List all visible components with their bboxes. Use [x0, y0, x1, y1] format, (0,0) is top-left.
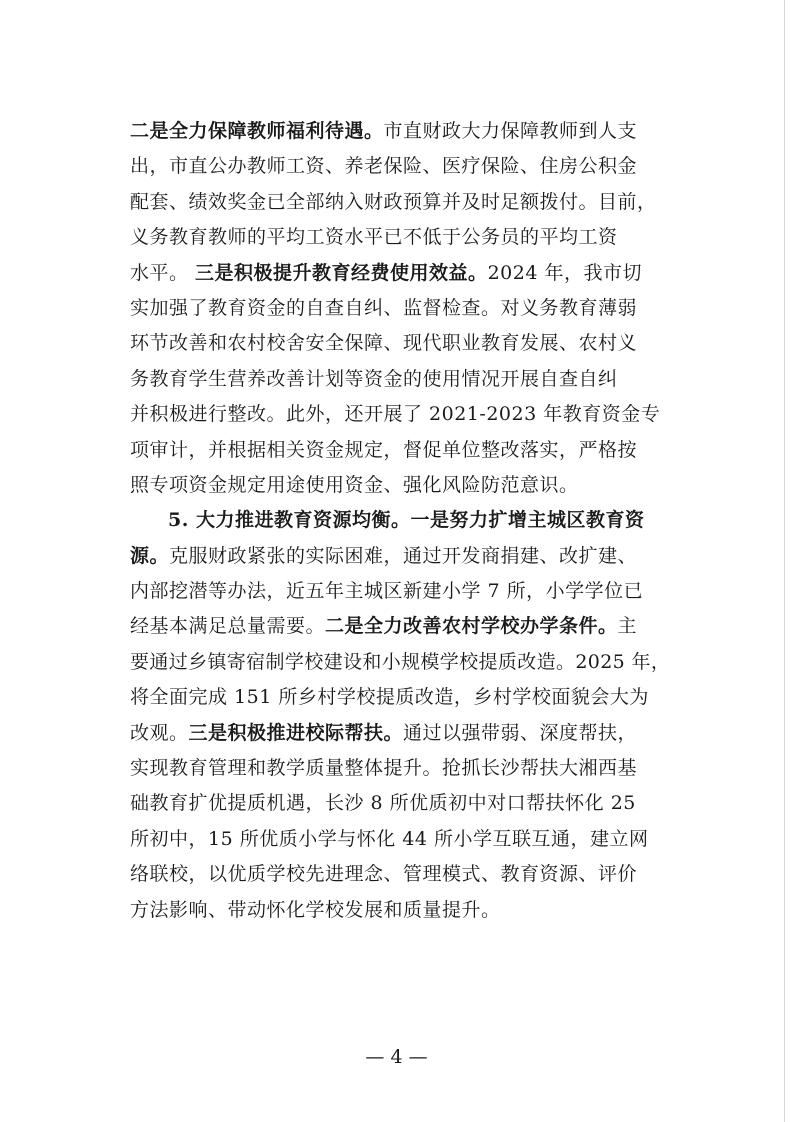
text-segment: 照专项资金规定用途使用资金、强化风险防范意识。	[130, 473, 579, 496]
text-segment: 内部挖潜等办法，近五年主城区新建小学 7 所，小学学位已	[130, 580, 644, 603]
text-segment: 实现教育管理和教学质量整体提升。抢抓长沙帮扶大湘西基	[130, 757, 638, 780]
text-segment: 务教育学生营养改善计划等资金的使用情况开展自查自纠	[130, 367, 618, 390]
bold-text-segment: 二是全力保障教师福利待遇。	[130, 120, 384, 142]
bold-text-segment: 三是积极推进校际帮扶。	[188, 721, 404, 744]
bold-text-segment: 二是全力改善农村学校办学条件。	[325, 615, 618, 638]
text-segment: 经基本满足总量需要。	[130, 615, 326, 638]
text-segment: 项审计，并根据相关资金规定，督促单位整改落实，严格按	[130, 438, 638, 461]
text-segment: 并积极进行整改。此外，还开展了 2021-2023 年教育资金专	[130, 403, 661, 426]
text-segment: 要通过乡镇寄宿制学校建设和小规模学校提质改造。2025 年，	[130, 650, 671, 673]
text-line	[130, 574, 670, 609]
text-segment: 出，市直公办教师工资、养老保险、医疗保险、住房公积金	[130, 155, 638, 178]
text-line	[130, 114, 670, 149]
text-segment: 络联校，以优质学校先进理念、管理模式、教育资源、评价	[130, 863, 638, 886]
text-segment: 义务教育教师的平均工资水平已不低于公务员的平均工资	[130, 226, 618, 249]
text-segment: 环节改善和农村校舍安全保障、现代职业教育发展、农村义	[130, 332, 638, 355]
bold-text-segment: 源。	[130, 544, 170, 567]
text-segment: 主	[617, 615, 638, 638]
text-line	[130, 822, 670, 857]
text-line	[130, 503, 670, 538]
text-line	[130, 220, 670, 255]
text-line	[130, 468, 670, 503]
text-segment: 所初中，15 所优质小学与怀化 44 所小学互联互通，建立网	[130, 827, 649, 850]
text-segment: 2024 年，我市切	[487, 261, 642, 284]
text-line	[130, 256, 670, 291]
text-line	[130, 362, 670, 397]
scan-edge-line	[784, 0, 785, 1122]
bold-text-segment: 三是积极提升教育经费使用效益。	[195, 261, 488, 284]
text-segment: 通过以强带弱、深度帮扶，	[403, 721, 638, 744]
text-line	[130, 680, 670, 715]
text-segment: 实加强了教育资金的自查自纠、监督检查。对义务教育薄弱	[130, 296, 638, 319]
text-line	[130, 185, 670, 220]
text-line	[130, 645, 670, 680]
text-line	[130, 786, 670, 821]
text-segment: 方法影响、带动怀化学校发展和质量提升。	[130, 898, 501, 921]
page-number: — 4 —	[365, 1046, 428, 1068]
text-segment: 水平。	[130, 261, 196, 284]
text-segment: 市直财政大力保障教师到人支	[383, 120, 638, 142]
text-line	[130, 397, 670, 432]
text-segment: 改观。	[130, 721, 189, 744]
text-line	[130, 326, 670, 361]
text-line	[130, 291, 670, 326]
text-line	[130, 857, 670, 892]
text-line	[130, 433, 670, 468]
text-line	[130, 609, 670, 644]
text-segment: 配套、绩效奖金已全部纳入财政预算并及时足额拨付。目前，	[130, 190, 657, 213]
text-segment: 克服财政紧张的实际困难，通过开发商捐建、改扩建、	[169, 544, 638, 567]
body-text	[130, 114, 670, 928]
text-line	[130, 751, 670, 786]
text-line	[130, 893, 670, 928]
text-line	[130, 716, 670, 751]
text-segment: 础教育扩优提质机遇，长沙 8 所优质初中对口帮扶怀化 25	[130, 792, 636, 815]
text-line	[130, 539, 670, 574]
text-line	[130, 149, 670, 184]
bold-text-segment: 5. 大力推进教育资源均衡。一是努力扩增主城区教育资	[168, 509, 645, 532]
text-segment: 将全面完成 151 所乡村学校提质改造，乡村学校面貌会大为	[130, 686, 649, 709]
